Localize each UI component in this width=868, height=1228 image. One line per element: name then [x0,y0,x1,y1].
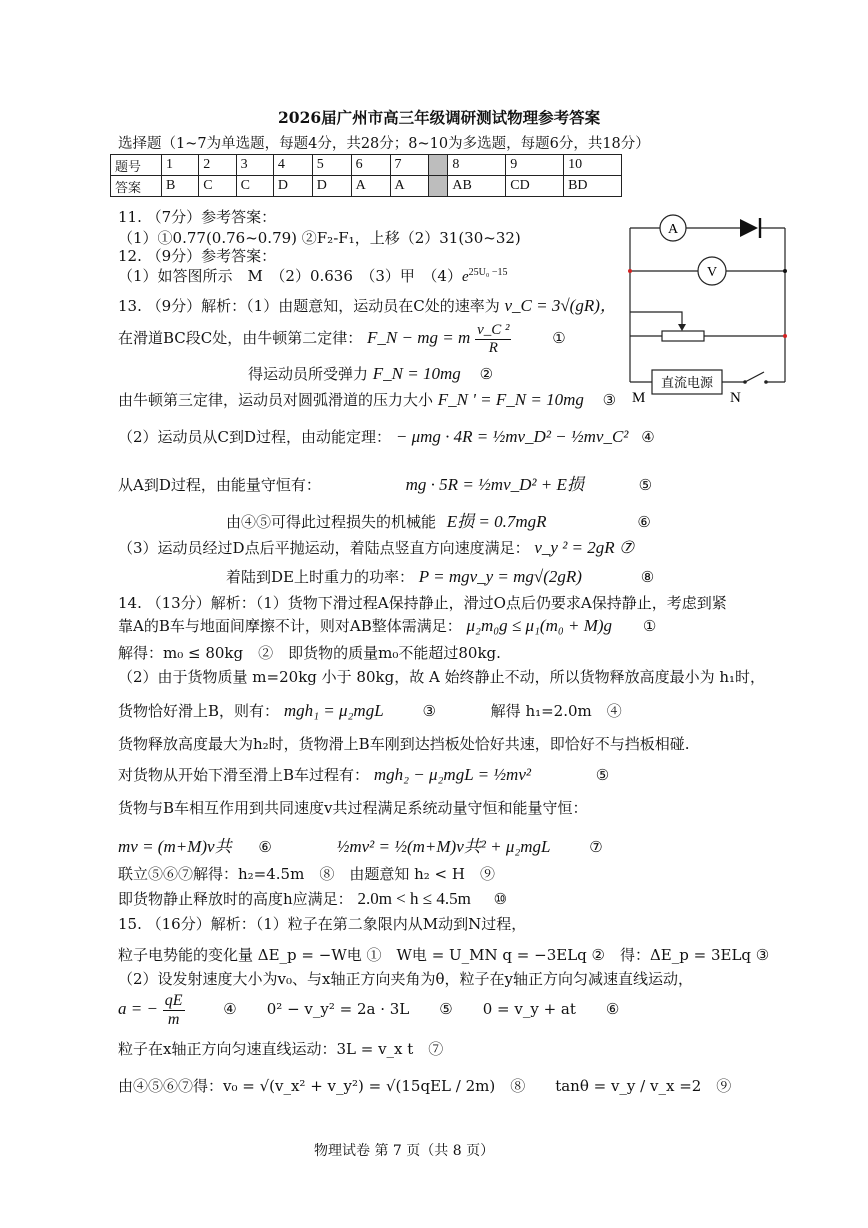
q13-eq: P = mgv_y = mg√(2gR) [418,567,582,586]
q13-line-f [118,470,652,495]
q13-eq: F_N = 10mg [372,364,461,383]
table-cell: BD [564,176,622,197]
q15-eq-rest: ④ 0² − v_y² = 2a · 3L ⑤ 0 = v_y + at ⑥ [223,1000,620,1019]
fraction-denominator: m [167,1010,180,1028]
q14-eq: mgh₁ = μ₂mgL [283,701,384,720]
equation-tag: ⑩ [493,890,508,908]
page-title: 2026届广州市高三年级调研测试物理参考答案 [278,108,601,127]
table-cell: 1 [162,155,199,176]
q12-answer-text: （1）如答图所示 M （2）0.636 （3）甲 （4） [118,267,462,285]
equation-tag: ③ [422,702,436,720]
q14-line-c: 解得：m₀ ≤ 80kg ② 即货物的质量m₀不能超过80kg. [118,644,501,662]
q12-answer [118,265,508,286]
q15-line-d [118,992,619,1028]
equation-tag: ① [552,329,566,347]
table-answer-label: 答案 [111,176,162,197]
q13-text: （2）运动员从C到D过程，由动能定理： [118,428,392,446]
q13-text: 由④⑤可得此过程损失的机械能 [226,513,437,531]
table-cell: A [351,176,390,197]
q13-line-a [118,291,617,316]
fraction-numerator: qE [164,992,183,1009]
ammeter-icon [660,215,686,241]
fraction-numerator: v_C ² [477,322,510,338]
equation-tag: ⑤ [638,476,653,494]
equation-tag: ④ [641,428,655,446]
q15-line-a: 15. （16分）解析：（1）粒子在第二象限内从M动到N过程， [118,915,527,933]
q13-text: 在滑道BC段C处，由牛顿第二定律： [118,329,363,347]
q13-eq: − μmg · 4R = ½mv_D² − ½mv_C² [395,427,629,446]
q14-line-i [118,832,603,857]
voltmeter-label: V [706,265,718,280]
dc-source-label: 直流电源 [660,376,714,391]
table-gap-cell [429,155,448,176]
q13-text: 从A到D过程，由能量守恒有： [118,476,321,494]
rheostat-slider-arrow [678,324,686,331]
q13-eq: mg · 5R = ½mv_D² + E损 [405,475,584,494]
table-cell: AB [448,176,506,197]
q13-eq: v_C = 3√(gR)， [504,296,617,315]
terminal-m-label: M [632,390,646,406]
table-row-answers [111,176,622,197]
equation-tag: ⑧ [640,568,655,586]
q14-result: 解得 h₁=2.0m ④ [490,702,622,720]
junction-dot [783,269,787,273]
q13-text: （3）运动员经过D点后平抛运动，着陆点竖直方向速度满足： [118,539,530,557]
equation-tag: ⑤ [595,766,610,784]
table-cell: 8 [448,155,506,176]
q13-eq: F_N − mg = m [367,328,471,347]
q14-line-f: 货物释放高度最大为h₂时，货物滑上B车刚到达挡板处恰好共速，即恰好不与挡板相碰. [118,735,690,753]
q14-line-d: （2）由于货物质量 m=20kg 小于 80kg，故 A 始终静止不动，所以货物释放高度最小为 h₁时， [118,668,766,686]
equation-tag: ⑥ [637,513,651,531]
q14-line-g [118,764,609,785]
q12-exp-base: e [461,269,469,285]
q13-line-e [118,426,655,447]
table-cell: D [312,176,351,197]
q13-line-b [118,322,566,356]
voltmeter-icon [698,257,726,285]
table-cell: 5 [312,155,351,176]
q12-heading: 12. （9分）参考答案： [118,247,277,265]
q14-eq: mgh₂ − μ₂mgL = ½mv² [373,765,531,784]
q13-text: 着陆到DE上时重力的功率： [226,568,414,586]
q13-eq: E损 = 0.7mgR [446,512,547,531]
junction-dot [628,269,632,273]
table-cell: 9 [506,155,564,176]
q13-line-h [118,537,634,558]
q15-eq: a = − [118,999,158,1019]
q15-line-c: （2）设发射速度大小为v₀、与x轴正方向夹角为θ，粒子在y轴正方向匀减速直线运动， [118,970,693,988]
q13-line-c [248,363,493,384]
table-cell: 7 [390,155,429,176]
circuit-wires [630,228,785,382]
ammeter-label: A [667,222,679,237]
rheostat-icon [662,331,704,341]
table-cell: C [199,176,236,197]
q13-line-i [226,566,654,587]
table-cell: A [390,176,429,197]
table-cell: 3 [236,155,273,176]
q14-eq: mv = (m+M)v共 [118,837,232,856]
q13-text: 得运动员所受弹力 [248,365,369,383]
q14-eq: 2.0m < h ≤ 4.5m [357,889,471,908]
q14-text: 货物恰好滑上B，则有： [118,702,280,720]
q14-eq: μ₂m₀g ≤ μ₁(m₀ + M)g [466,616,613,635]
table-cell: CD [506,176,564,197]
q13-eq: F_N ' = F_N = 10mg [437,390,584,409]
table-gap-cell [429,176,448,197]
q14-line-j: 联立⑤⑥⑦解得：h₂=4.5m ⑧ 由题意知 h₂ < H ⑨ [118,865,495,883]
answer-table [110,154,622,197]
q15-line-e: 粒子在x轴正方向匀速直线运动：3L = v_x t ⑦ [118,1040,444,1058]
circuit-diagram [620,208,800,408]
table-cell: C [236,176,273,197]
q13-line-g [226,507,651,532]
intro-text: 选择题（1~7为单选题，每题4分，共28分；8~10为多选题，每题6分，共18分） [118,136,650,152]
table-cell: B [162,176,199,197]
equation-tag: ⑥ [258,838,272,856]
q13-eq: v_y ² = 2gR ⑦ [534,538,635,557]
q11-heading: 11. （7分）参考答案： [118,208,277,226]
switch-icon [743,372,768,384]
table-cell: 4 [273,155,312,176]
q14-text: 对货物从开始下滑至滑上B车过程有： [118,766,370,784]
equation-tag: ⑦ [589,838,603,856]
q15-line-b: 粒子电势能的变化量 ΔE_p = −W电 ① W电 = U_MN q = −3ELq ② 得：ΔE_p = 3ELq ③ [118,946,770,964]
q13-text: 由牛顿第三定律，运动员对圆弧滑道的压力大小 [118,391,434,409]
table-cell: 6 [351,155,390,176]
equation-tag: ③ [602,391,617,409]
q14-line-a: 14. （13分）解析：（1）货物下滑过程A保持静止，滑过O点后仍要求A保持静止，考虑到紧 [118,594,727,612]
table-cell: 10 [564,155,622,176]
q13-text: 13. （9分）解析：（1）由题意知，运动员在C处的速率为 [118,297,500,315]
q14-text: 即货物静止释放时的高度h应满足： [118,890,353,908]
q14-line-b [118,615,656,636]
fraction-denominator: R [488,339,498,356]
table-cell: 2 [199,155,236,176]
table-header-label: 题号 [111,155,162,176]
diode-icon [740,218,760,238]
q14-line-h: 货物与B车相互作用到共同速度v共过程满足系统动量守恒和能量守恒： [118,799,588,817]
equation-tag: ① [642,617,657,635]
q11-answer: （1）①0.77(0.76~0.79) ②F₂-F₁，上移（2）31(30~32) [118,229,521,247]
q14-line-e [118,700,622,721]
equation-tag: ② [479,365,494,383]
q14-text: 靠A的B车与地面间摩擦不计，则对AB整体需满足： [118,617,462,635]
table-row-numbers [111,155,622,176]
q13-line-d [118,389,616,410]
table-cell: D [273,176,312,197]
q15-line-f: 由④⑤⑥⑦得：v₀ = √(v_x² + v_y²) = √(15qEL / 2m) ⑧ tanθ = v_y / v_x =2 ⑨ [118,1077,732,1095]
q14-eq: ½mv² = ½(m+M)v共² + μ₂mgL [336,837,551,856]
q13-fraction [475,322,511,356]
junction-dot [783,334,787,338]
q15-fraction [163,992,185,1028]
q14-line-k [118,888,507,909]
terminal-n-label: N [730,390,741,406]
q12-exp-power: 25U₀ −15 [468,267,508,278]
page-footer: 物理试卷 第 7 页（共 8 页） [314,1143,495,1159]
